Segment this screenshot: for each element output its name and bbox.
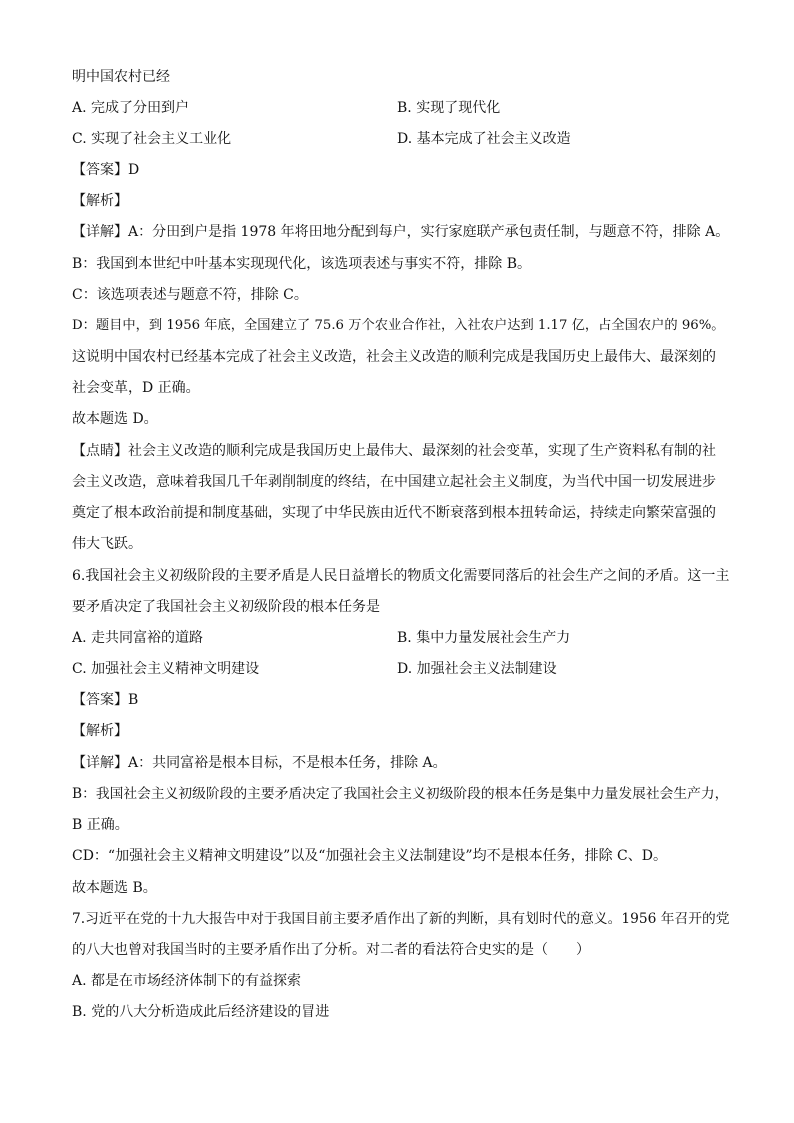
q6-detail-line: B：我国社会主义初级阶段的主要矛盾决定了我国社会主义初级阶段的根本任务是集中力量发展社会生产力， (72, 786, 729, 802)
q5-detail-line: D：题目中，到 1956 年底，全国建立了 75.6 万个农业合作社，入社农户达到 1.17 亿，占全国农户的 96%。 (72, 318, 725, 333)
q5-comment-line: 伟大飞跃。 (72, 536, 142, 552)
q6-analysis-heading: 【解析】 (72, 723, 128, 739)
q6-detail-line: CD：“加强社会主义精神文明建设”以及“加强社会主义法制建设”均不是根本任务，排除 C、D。 (72, 848, 667, 864)
question-7-stem: 的八大也曾对我国当时的主要矛盾作出了分析。对二者的看法符合史实的是（ ） (72, 942, 590, 958)
q6-option-c: C. 加强社会主义精神文明建设 (72, 661, 260, 677)
q5-detail-line: 社会变革，D 正确。 (72, 380, 200, 396)
q6-detail-line: B 正确。 (72, 817, 129, 833)
q5-comment-line: 【点睛】社会主义改造的顺利完成是我国历史上最伟大、最深刻的社会变革，实现了生产资料私有制的社 (72, 443, 716, 459)
q6-option-d: D. 加强社会主义法制建设 (397, 661, 557, 677)
question-6-stem: 6.我国社会主义初级阶段的主要矛盾是人民日益增长的物质文化需要同落后的社会生产之间的矛盾。这一主 (72, 568, 730, 584)
q5-detail-line: B：我国到本世纪中叶基本实现现代化，该选项表述与事实不符，排除 B。 (72, 256, 532, 272)
q6-conclusion: 故本题选 B。 (72, 880, 157, 896)
q5-answer: 【答案】D (72, 162, 140, 178)
q6-option-a: A. 走共同富裕的道路 (72, 630, 204, 646)
question-7-stem: 7.习近平在党的十九大报告中对于我国目前主要矛盾作出了新的判断，具有划时代的意义。1956 年召开的党 (72, 911, 730, 927)
q5-detail-line: 这说明中国农村已经基本完成了社会主义改造，社会主义改造的顺利完成是我国历史上最伟大、最深刻的 (72, 349, 716, 365)
q5-analysis-heading: 【解析】 (72, 193, 128, 209)
q6-option-b: B. 集中力量发展社会生产力 (397, 630, 571, 646)
q7-option-a: A. 都是在市场经济体制下的有益探索 (72, 973, 302, 989)
question-5-stem-tail: 明中国农村已经 (72, 69, 170, 85)
q5-detail-line: 【详解】A：分田到户是指 1978 年将田地分配到每户，实行家庭联产承包责任制，与题意不符，排除 A。 (72, 224, 730, 240)
q5-comment-line: 会主义改造，意味着我国几千年剥削制度的终结，在中国建立起社会主义制度，为当代中国一切发展进步 (72, 474, 716, 490)
q6-detail-line: 【详解】A：共同富裕是根本目标，不是根本任务，排除 A。 (72, 755, 447, 771)
q6-answer: 【答案】B (72, 692, 139, 708)
q5-option-d: D. 基本完成了社会主义改造 (397, 131, 571, 147)
question-6-stem: 要矛盾决定了我国社会主义初级阶段的根本任务是 (72, 599, 380, 615)
q5-option-c: C. 实现了社会主义工业化 (72, 131, 232, 147)
q5-detail-line: C：该选项表述与题意不符，排除 C。 (72, 287, 308, 303)
q7-option-b: B. 党的八大分析造成此后经济建设的冒进 (72, 1004, 330, 1020)
q5-conclusion: 故本题选 D。 (72, 411, 158, 427)
q5-option-a: A. 完成了分田到户 (72, 100, 190, 116)
q5-option-b: B. 实现了现代化 (397, 100, 501, 116)
q5-comment-line: 奠定了根本政治前提和制度基础，实现了中华民族由近代不断衰落到根本扭转命运，持续走向繁荣富强的 (72, 505, 716, 521)
